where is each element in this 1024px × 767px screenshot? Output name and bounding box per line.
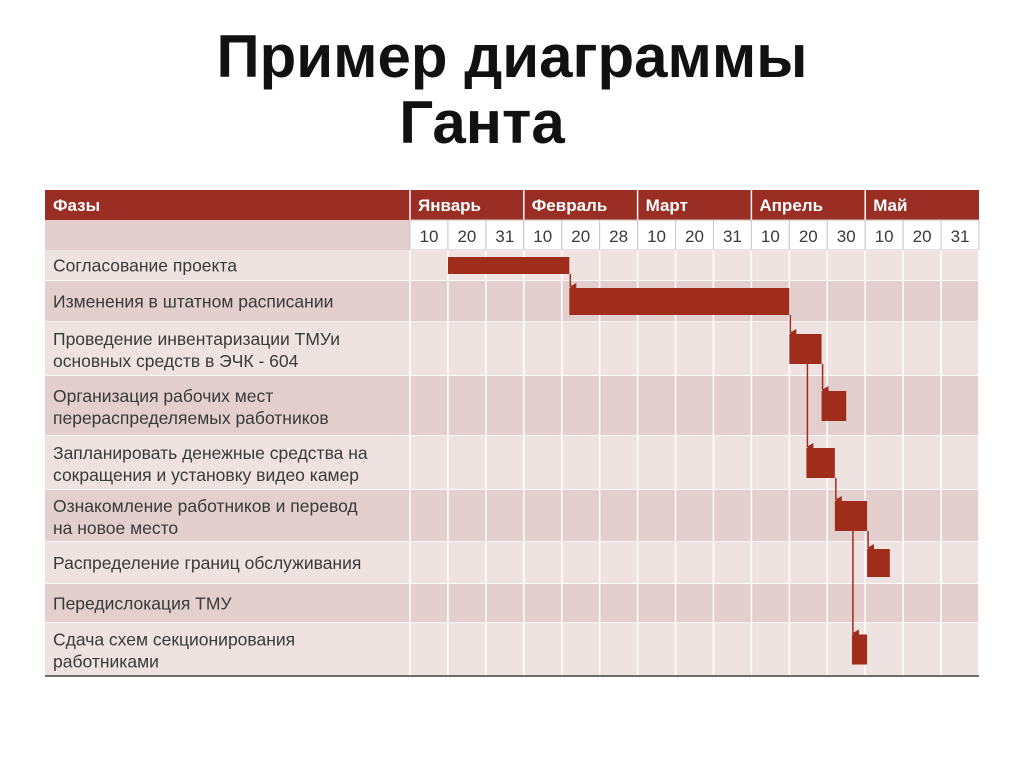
day-tick-label: 30 [836, 227, 856, 246]
day-tick-label: 31 [950, 227, 970, 246]
month-label: Апрель [759, 196, 824, 215]
task-label: перераспределяемых работников [53, 408, 329, 428]
task-label: Ознакомление работников и перевод [53, 496, 358, 516]
days-label-cell [45, 220, 410, 250]
day-tick-label: 28 [609, 227, 629, 246]
day-tick-label: 20 [798, 227, 818, 246]
task-bar [569, 288, 789, 315]
task-bar [789, 334, 821, 364]
day-tick-label: 10 [419, 227, 439, 246]
task-label: Передислокация ТМУ [53, 593, 232, 614]
month-label: Март [645, 196, 688, 215]
phases-header-label: Фазы [53, 196, 101, 215]
task-label: Запланировать денежные средства на [53, 443, 368, 463]
month-label: Январь [418, 196, 482, 215]
task-bar [852, 635, 867, 665]
task-bar [835, 501, 867, 531]
day-tick-label: 10 [874, 227, 894, 246]
header-row [45, 190, 979, 220]
task-label: Проведение инвентаризации ТМУи [53, 329, 341, 349]
day-tick-label: 31 [722, 227, 742, 246]
task-bar [822, 391, 847, 421]
month-label: Май [873, 196, 908, 215]
task-label: Организация рабочих мест [53, 386, 274, 406]
day-tick-label: 20 [685, 227, 704, 246]
task-label: сокращения и установку видео камер [53, 465, 360, 485]
day-tick-label: 20 [571, 227, 591, 246]
task-label: Согласование проекта [53, 255, 237, 276]
task-bar [806, 448, 834, 478]
day-tick-label: 20 [912, 227, 932, 246]
day-tick-label: 31 [495, 227, 515, 246]
task-label: работниками [53, 651, 159, 672]
task-label: на новое место [53, 518, 179, 538]
task-bar [448, 257, 569, 274]
title-line-1: Пример диаграммы [216, 23, 808, 90]
day-tick-label: 20 [457, 227, 477, 246]
task-label: Изменения в штатном расписании [53, 291, 334, 312]
day-tick-label: 10 [647, 227, 667, 246]
task-label: основных средств в ЭЧК - 604 [53, 351, 299, 371]
task-bar [867, 549, 890, 577]
title-line-2: Ганта [399, 89, 565, 156]
day-tick-label: 10 [760, 227, 780, 246]
day-tick-label: 10 [533, 227, 553, 246]
month-label: Февраль [531, 196, 608, 215]
task-label: Распределение границ обслуживания [53, 553, 362, 573]
task-label: Сдача схем секционирования [53, 629, 296, 650]
